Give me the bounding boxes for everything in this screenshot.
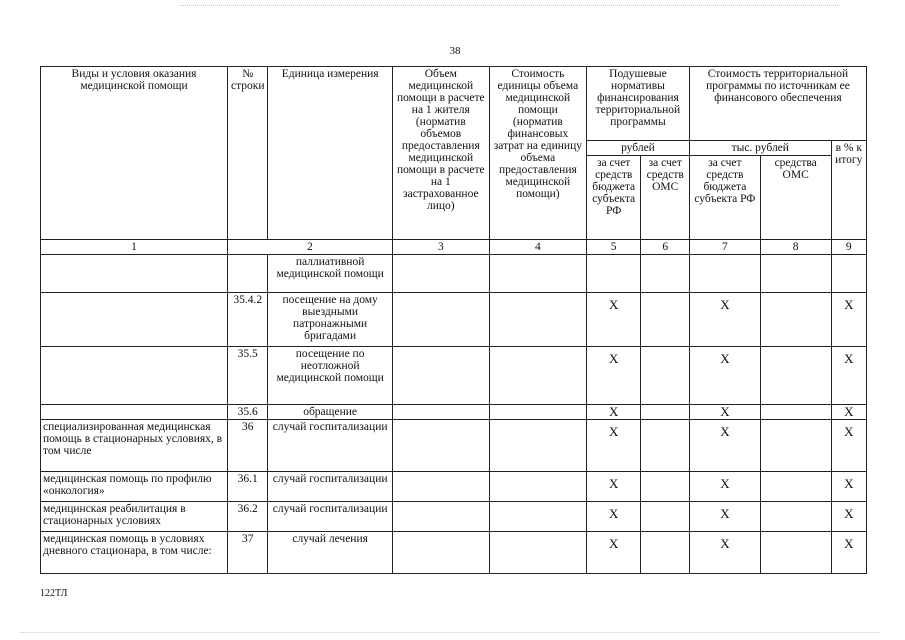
- header-oms: за счет средств ОМС: [641, 156, 690, 240]
- volume-cell: [392, 255, 489, 293]
- unit-cell: случай госпитализации: [268, 420, 392, 472]
- column-number: 4: [489, 240, 586, 255]
- column-number: 2: [228, 240, 393, 255]
- header-volume: Объем медицинской помощи в расчете на 1 жителя (норматив объемов предоставления медицинской помощи в расчете на 1 застрахованное лицо): [392, 67, 489, 240]
- oms-cell: [641, 502, 690, 532]
- oms-cell: [641, 532, 690, 574]
- column-number: 6: [641, 240, 690, 255]
- column-number: 5: [586, 240, 641, 255]
- table-row: [41, 420, 867, 472]
- oms-cell: [641, 255, 690, 293]
- row-number-cell: 37: [228, 532, 268, 574]
- page-number: 38: [449, 45, 461, 57]
- percent-cell: Х: [831, 472, 866, 502]
- column-number: 1: [41, 240, 228, 255]
- budget-rf-2-cell: Х: [690, 405, 761, 420]
- budget-rf-2-cell: Х: [690, 293, 761, 347]
- unit-cell: обращение: [268, 405, 392, 420]
- budget-rf-2-cell: Х: [690, 502, 761, 532]
- oms-funds-cell: [760, 293, 831, 347]
- budget-rf-cell: Х: [586, 420, 641, 472]
- care-type-cell: [41, 347, 228, 405]
- budget-rf-2-cell: Х: [690, 347, 761, 405]
- header-thousand-rubles: тыс. рублей: [690, 141, 832, 156]
- budget-rf-cell: Х: [586, 532, 641, 574]
- percent-cell: Х: [831, 405, 866, 420]
- header-rubles: рублей: [586, 141, 689, 156]
- budget-rf-2-cell: [690, 255, 761, 293]
- unit-cost-cell: [489, 420, 586, 472]
- unit-cost-cell: [489, 472, 586, 502]
- unit-cell: посещение по неотложной медицинской помощи: [268, 347, 392, 405]
- table-row: [41, 472, 867, 502]
- column-number: 8: [760, 240, 831, 255]
- header-unit: Единица измерения: [268, 67, 392, 240]
- oms-funds-cell: [760, 347, 831, 405]
- oms-cell: [641, 420, 690, 472]
- scan-artifact-top: [180, 5, 840, 6]
- budget-rf-cell: Х: [586, 405, 641, 420]
- header-budget-rf-2: за счет средств бюджета субъекта РФ: [690, 156, 761, 240]
- unit-cost-cell: [489, 532, 586, 574]
- row-number-cell: 36.1: [228, 472, 268, 502]
- care-type-cell: медицинская помощь в условиях дневного стационара, в том числе:: [41, 532, 228, 574]
- column-number: 9: [831, 240, 866, 255]
- budget-rf-cell: [586, 255, 641, 293]
- header-percent-total: в % к итогу: [831, 141, 866, 240]
- unit-cost-cell: [489, 405, 586, 420]
- percent-cell: Х: [831, 532, 866, 574]
- column-number: 3: [392, 240, 489, 255]
- row-number-cell: 36: [228, 420, 268, 472]
- oms-funds-cell: [760, 472, 831, 502]
- table-row: [41, 405, 867, 420]
- row-number-cell: 35.5: [228, 347, 268, 405]
- row-number-cell: 35.6: [228, 405, 268, 420]
- unit-cost-cell: [489, 502, 586, 532]
- unit-cell: паллиативной медицинской помощи: [268, 255, 392, 293]
- row-number-cell: 36.2: [228, 502, 268, 532]
- oms-funds-cell: [760, 405, 831, 420]
- header-care-type: Виды и условия оказания медицинской помощи: [41, 67, 228, 240]
- table-row: [41, 347, 867, 405]
- oms-cell: [641, 293, 690, 347]
- header-budget-rf: за счет средств бюджета субъекта РФ: [586, 156, 641, 240]
- header-unit-cost: Стоимость единицы объема медицинской помощи (норматив финансовых затрат на единицу объема предоставления медицинской помощи): [489, 67, 586, 240]
- volume-cell: [392, 347, 489, 405]
- volume-cell: [392, 532, 489, 574]
- oms-funds-cell: [760, 532, 831, 574]
- oms-funds-cell: [760, 255, 831, 293]
- oms-cell: [641, 405, 690, 420]
- care-type-cell: медицинская реабилитация в стационарных условиях: [41, 502, 228, 532]
- percent-cell: Х: [831, 293, 866, 347]
- unit-cell: случай госпитализации: [268, 472, 392, 502]
- volume-cell: [392, 472, 489, 502]
- header-row-1: [41, 67, 867, 141]
- table-row: [41, 502, 867, 532]
- budget-rf-cell: Х: [586, 347, 641, 405]
- column-number: 7: [690, 240, 761, 255]
- unit-cell: посещение на дому выездными патронажными бригадами: [268, 293, 392, 347]
- table-row: [41, 255, 867, 293]
- header-cost-by-source: Стоимость территориальной программы по источникам ее финансового обеспечения: [690, 67, 867, 141]
- care-type-cell: [41, 293, 228, 347]
- care-type-cell: специализированная медицинская помощь в стационарных условиях, в том числе: [41, 420, 228, 472]
- unit-cell: случай лечения: [268, 532, 392, 574]
- oms-cell: [641, 347, 690, 405]
- unit-cost-cell: [489, 255, 586, 293]
- row-number-cell: 35.4.2: [228, 293, 268, 347]
- budget-rf-2-cell: Х: [690, 532, 761, 574]
- column-number-row: [41, 240, 867, 255]
- percent-cell: Х: [831, 347, 866, 405]
- header-oms-funds: средства ОМС: [760, 156, 831, 240]
- oms-funds-cell: [760, 502, 831, 532]
- header-per-capita: Подушевые нормативы финансирования территориальной программы: [586, 67, 689, 141]
- volume-cell: [392, 405, 489, 420]
- volume-cell: [392, 502, 489, 532]
- care-type-cell: [41, 255, 228, 293]
- percent-cell: Х: [831, 502, 866, 532]
- budget-rf-2-cell: Х: [690, 472, 761, 502]
- unit-cost-cell: [489, 347, 586, 405]
- header-row-number: № строки: [228, 67, 268, 240]
- row-number-cell: [228, 255, 268, 293]
- percent-cell: Х: [831, 420, 866, 472]
- budget-rf-cell: Х: [586, 472, 641, 502]
- care-type-cell: медицинская помощь по профилю «онкология»: [41, 472, 228, 502]
- oms-cell: [641, 472, 690, 502]
- scan-artifact-bottom: [20, 632, 880, 633]
- medical-care-table: [40, 66, 867, 574]
- budget-rf-cell: Х: [586, 293, 641, 347]
- volume-cell: [392, 420, 489, 472]
- unit-cost-cell: [489, 293, 586, 347]
- oms-funds-cell: [760, 420, 831, 472]
- care-type-cell: [41, 405, 228, 420]
- table-row: [41, 293, 867, 347]
- budget-rf-2-cell: Х: [690, 420, 761, 472]
- unit-cell: случай госпитализации: [268, 502, 392, 532]
- volume-cell: [392, 293, 489, 347]
- document-code: 122ТЛ: [40, 588, 68, 599]
- budget-rf-cell: Х: [586, 502, 641, 532]
- percent-cell: [831, 255, 866, 293]
- table-row: [41, 532, 867, 574]
